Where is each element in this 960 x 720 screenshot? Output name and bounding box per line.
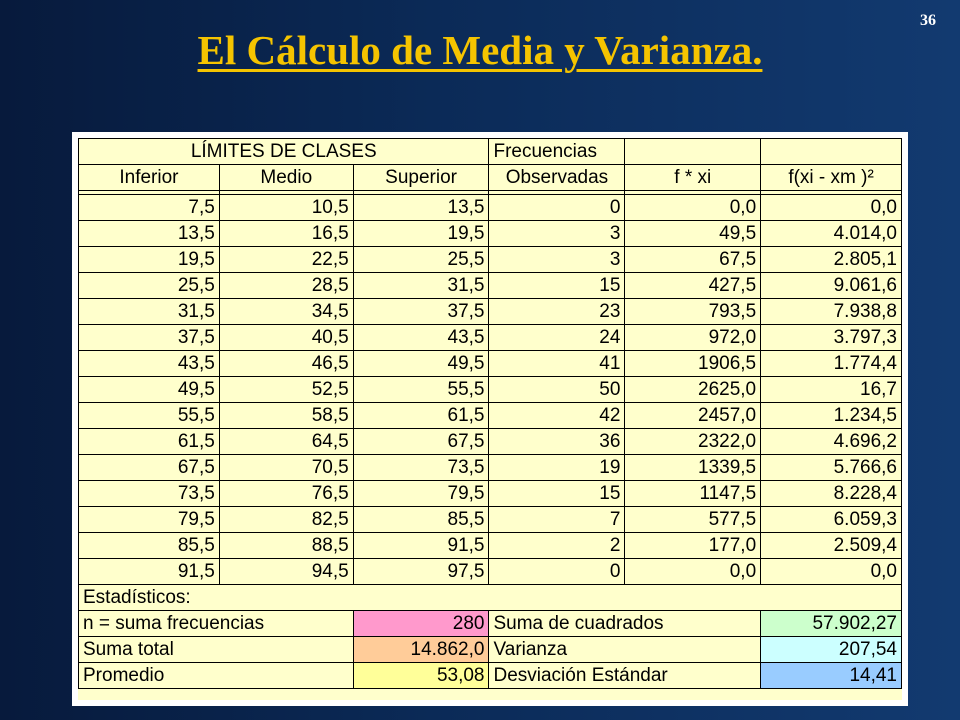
- total-label: Suma total: [79, 637, 354, 663]
- fxi-cell: 1906,5: [625, 351, 761, 377]
- table-row: [79, 403, 902, 429]
- table-row: [79, 481, 902, 507]
- inferior-cell: 31,5: [79, 299, 220, 325]
- observadas-cell: 3: [489, 247, 625, 273]
- variance-term-cell: 3.797,3: [761, 325, 902, 351]
- superior-cell: 67,5: [353, 429, 489, 455]
- inferior-cell: 43,5: [79, 351, 220, 377]
- sd-label: Desviación Estándar: [489, 663, 761, 689]
- observadas-cell: 23: [489, 299, 625, 325]
- variance-term-cell: 2.805,1: [761, 247, 902, 273]
- observadas-cell: 3: [489, 221, 625, 247]
- inferior-cell: 67,5: [79, 455, 220, 481]
- table-row: [79, 195, 902, 221]
- inferior-cell: 55,5: [79, 403, 220, 429]
- inferior-cell: 13,5: [79, 221, 220, 247]
- table-row: [79, 533, 902, 559]
- total-value: 14.862,0: [353, 637, 489, 663]
- superior-cell: 49,5: [353, 351, 489, 377]
- variance-term-cell: 16,7: [761, 377, 902, 403]
- variance-term-cell: 5.766,6: [761, 455, 902, 481]
- inferior-cell: 7,5: [79, 195, 220, 221]
- superior-cell: 79,5: [353, 481, 489, 507]
- header-observadas: Observadas: [489, 165, 625, 191]
- inferior-cell: 73,5: [79, 481, 220, 507]
- table-row: [79, 221, 902, 247]
- fxi-cell: 177,0: [625, 533, 761, 559]
- header-row-sub: [79, 165, 902, 191]
- inferior-cell: 19,5: [79, 247, 220, 273]
- superior-cell: 91,5: [353, 533, 489, 559]
- superior-cell: 85,5: [353, 507, 489, 533]
- superior-cell: 13,5: [353, 195, 489, 221]
- sd-value: 14,41: [761, 663, 902, 689]
- inferior-cell: 37,5: [79, 325, 220, 351]
- medio-cell: 10,5: [219, 195, 353, 221]
- medio-cell: 58,5: [219, 403, 353, 429]
- header-var-top: [761, 139, 902, 165]
- medio-cell: 22,5: [219, 247, 353, 273]
- statistics-table-frame: [72, 132, 908, 706]
- fxi-cell: 793,5: [625, 299, 761, 325]
- superior-cell: 19,5: [353, 221, 489, 247]
- fxi-cell: 67,5: [625, 247, 761, 273]
- fxi-cell: 972,0: [625, 325, 761, 351]
- superior-cell: 55,5: [353, 377, 489, 403]
- fxi-cell: 2457,0: [625, 403, 761, 429]
- variance-term-cell: 7.938,8: [761, 299, 902, 325]
- fxi-cell: 49,5: [625, 221, 761, 247]
- fxi-cell: 2322,0: [625, 429, 761, 455]
- inferior-cell: 49,5: [79, 377, 220, 403]
- fxi-cell: 427,5: [625, 273, 761, 299]
- observadas-cell: 36: [489, 429, 625, 455]
- table-row: [79, 247, 902, 273]
- header-variance-term: f(xi - xm )²: [761, 165, 902, 191]
- variance-label: Varianza: [489, 637, 761, 663]
- header-superior: Superior: [353, 165, 489, 191]
- table-row: [79, 299, 902, 325]
- inferior-cell: 91,5: [79, 559, 220, 585]
- header-limits: LÍMITES DE CLASES: [79, 139, 489, 165]
- observadas-cell: 0: [489, 195, 625, 221]
- table-row: [79, 455, 902, 481]
- variance-term-cell: 2.509,4: [761, 533, 902, 559]
- medio-cell: 94,5: [219, 559, 353, 585]
- header-row-top: [79, 139, 902, 165]
- observadas-cell: 7: [489, 507, 625, 533]
- variance-term-cell: 4.014,0: [761, 221, 902, 247]
- variance-term-cell: 4.696,2: [761, 429, 902, 455]
- medio-cell: 40,5: [219, 325, 353, 351]
- slide-number: 36: [920, 12, 936, 29]
- observadas-cell: 15: [489, 481, 625, 507]
- variance-term-cell: 0,0: [761, 195, 902, 221]
- medio-cell: 82,5: [219, 507, 353, 533]
- inferior-cell: 61,5: [79, 429, 220, 455]
- table-row: [79, 507, 902, 533]
- inferior-cell: 85,5: [79, 533, 220, 559]
- observadas-cell: 19: [489, 455, 625, 481]
- n-value: 280: [353, 611, 489, 637]
- superior-cell: 97,5: [353, 559, 489, 585]
- stats-heading: Estadísticos:: [79, 585, 902, 611]
- medio-cell: 76,5: [219, 481, 353, 507]
- sumsq-value: 57.902,27: [761, 611, 902, 637]
- inferior-cell: 79,5: [79, 507, 220, 533]
- table-row: [79, 559, 902, 585]
- fxi-cell: 1147,5: [625, 481, 761, 507]
- fxi-cell: 2625,0: [625, 377, 761, 403]
- table-row: [79, 351, 902, 377]
- variance-term-cell: 6.059,3: [761, 507, 902, 533]
- variance-term-cell: 9.061,6: [761, 273, 902, 299]
- medio-cell: 34,5: [219, 299, 353, 325]
- fxi-cell: 0,0: [625, 559, 761, 585]
- fxi-cell: 0,0: [625, 195, 761, 221]
- statistics-table-area: [78, 138, 902, 700]
- variance-term-cell: 1.234,5: [761, 403, 902, 429]
- superior-cell: 25,5: [353, 247, 489, 273]
- stats-row-1: [79, 611, 902, 637]
- table-row: [79, 377, 902, 403]
- variance-term-cell: 8.228,4: [761, 481, 902, 507]
- observadas-cell: 0: [489, 559, 625, 585]
- variance-value: 207,54: [761, 637, 902, 663]
- observadas-cell: 50: [489, 377, 625, 403]
- table-row: [79, 325, 902, 351]
- mean-value: 53,08: [353, 663, 489, 689]
- header-inferior: Inferior: [79, 165, 220, 191]
- medio-cell: 64,5: [219, 429, 353, 455]
- medio-cell: 28,5: [219, 273, 353, 299]
- header-fxi-top: [625, 139, 761, 165]
- stats-row-3: [79, 663, 902, 689]
- medio-cell: 46,5: [219, 351, 353, 377]
- superior-cell: 43,5: [353, 325, 489, 351]
- medio-cell: 70,5: [219, 455, 353, 481]
- slide-title: El Cálculo de Media y Varianza.: [197, 27, 763, 73]
- frequency-table: [78, 138, 902, 689]
- superior-cell: 37,5: [353, 299, 489, 325]
- header-fxi: f * xi: [625, 165, 761, 191]
- data-rows: [79, 195, 902, 585]
- mean-label: Promedio: [79, 663, 354, 689]
- medio-cell: 16,5: [219, 221, 353, 247]
- inferior-cell: 25,5: [79, 273, 220, 299]
- superior-cell: 31,5: [353, 273, 489, 299]
- stats-heading-row: [79, 585, 902, 611]
- medio-cell: 52,5: [219, 377, 353, 403]
- superior-cell: 61,5: [353, 403, 489, 429]
- observadas-cell: 2: [489, 533, 625, 559]
- observadas-cell: 41: [489, 351, 625, 377]
- n-label: n = suma frecuencias: [79, 611, 354, 637]
- header-frecuencias: Frecuencias: [489, 139, 625, 165]
- variance-term-cell: 1.774,4: [761, 351, 902, 377]
- medio-cell: 88,5: [219, 533, 353, 559]
- stats-row-2: [79, 637, 902, 663]
- sumsq-label: Suma de cuadrados: [489, 611, 761, 637]
- fxi-cell: 1339,5: [625, 455, 761, 481]
- header-medio: Medio: [219, 165, 353, 191]
- superior-cell: 73,5: [353, 455, 489, 481]
- fxi-cell: 577,5: [625, 507, 761, 533]
- observadas-cell: 24: [489, 325, 625, 351]
- table-row: [79, 429, 902, 455]
- observadas-cell: 42: [489, 403, 625, 429]
- variance-term-cell: 0,0: [761, 559, 902, 585]
- table-row: [79, 273, 902, 299]
- observadas-cell: 15: [489, 273, 625, 299]
